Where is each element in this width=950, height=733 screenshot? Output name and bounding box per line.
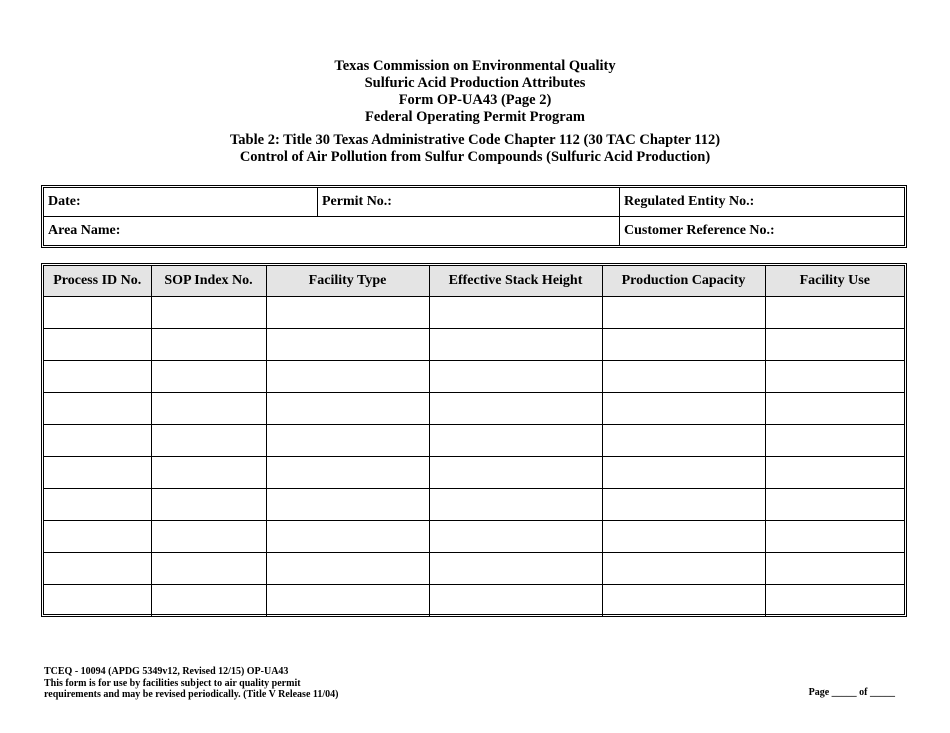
table-row: [44, 425, 904, 457]
table-cell[interactable]: [429, 297, 602, 329]
table-title-line-1: Table 2: Title 30 Texas Administrative Code Chapter 112 (30 TAC Chapter 112): [229, 132, 721, 148]
table-cell[interactable]: [429, 425, 602, 457]
col-facility-use: Facility Use: [765, 266, 904, 297]
table-cell[interactable]: [151, 585, 266, 617]
table-cell[interactable]: [429, 521, 602, 553]
table-row: [44, 393, 904, 425]
footer-form-id: TCEQ - 10094 (APDG 5349v12, Revised 12/15) OP-UA43: [44, 666, 289, 677]
col-process-id: Process ID No.: [44, 266, 151, 297]
table-cell[interactable]: [765, 393, 904, 425]
table-cell[interactable]: [266, 457, 429, 489]
table-cell[interactable]: [44, 457, 151, 489]
table-cell[interactable]: [602, 521, 765, 553]
table-cell[interactable]: [266, 297, 429, 329]
permit-info-box: [41, 185, 907, 248]
page-number: Page _____ of _____: [808, 687, 895, 698]
table-cell[interactable]: [266, 329, 429, 361]
table-cell[interactable]: [151, 457, 266, 489]
table-row: [44, 553, 904, 585]
table-cell[interactable]: [429, 553, 602, 585]
form-footer: [44, 666, 338, 701]
info-row-1: [44, 188, 904, 217]
table-cell[interactable]: [151, 361, 266, 393]
col-effective-stack-height: Effective Stack Height: [429, 266, 602, 297]
table-cell[interactable]: [602, 393, 765, 425]
table-cell[interactable]: [151, 329, 266, 361]
footer-note-1: This form is for use by facilities subject to air quality permit: [44, 677, 301, 689]
header-line-form: Form OP-UA43 (Page 2): [398, 92, 552, 108]
table-cell[interactable]: [602, 585, 765, 617]
table-row: [44, 457, 904, 489]
table-cell[interactable]: [765, 521, 904, 553]
table-cell[interactable]: [44, 361, 151, 393]
table-cell[interactable]: [602, 297, 765, 329]
table-cell[interactable]: [266, 553, 429, 585]
table-row: [44, 329, 904, 361]
table-row: [44, 297, 904, 329]
date-field[interactable]: Date:: [44, 188, 318, 216]
table-cell[interactable]: [602, 425, 765, 457]
table-cell[interactable]: [266, 585, 429, 617]
col-production-capacity: Production Capacity: [602, 266, 765, 297]
table-cell[interactable]: [44, 521, 151, 553]
table-cell[interactable]: [44, 425, 151, 457]
table-cell[interactable]: [151, 553, 266, 585]
table-cell[interactable]: [151, 393, 266, 425]
table-cell[interactable]: [765, 425, 904, 457]
table-cell[interactable]: [765, 329, 904, 361]
table-cell[interactable]: [602, 361, 765, 393]
table-cell[interactable]: [44, 297, 151, 329]
table-cell[interactable]: [429, 361, 602, 393]
table-cell[interactable]: [602, 489, 765, 521]
regulated-entity-field[interactable]: Regulated Entity No.:: [624, 194, 755, 209]
table-cell[interactable]: [602, 329, 765, 361]
info-row-2: [44, 217, 904, 245]
header-line-agency: Texas Commission on Environmental Quality: [334, 58, 616, 74]
form-header: [0, 58, 950, 126]
table-title-line-2: Control of Air Pollution from Sulfur Compounds (Sulfuric Acid Production): [239, 149, 711, 165]
table-cell[interactable]: [765, 585, 904, 617]
table-cell[interactable]: [765, 361, 904, 393]
table-cell[interactable]: [44, 585, 151, 617]
table-cell[interactable]: [765, 553, 904, 585]
table-cell[interactable]: [151, 425, 266, 457]
table-cell[interactable]: [602, 457, 765, 489]
table-cell[interactable]: [44, 393, 151, 425]
header-line-program: Federal Operating Permit Program: [365, 109, 585, 125]
table-cell[interactable]: [429, 393, 602, 425]
table-header-row: [44, 266, 904, 297]
table-cell[interactable]: [429, 585, 602, 617]
table-cell[interactable]: [266, 393, 429, 425]
area-name-field[interactable]: Area Name:: [44, 217, 620, 245]
col-sop-index: SOP Index No.: [151, 266, 266, 297]
table-cell[interactable]: [429, 457, 602, 489]
table-cell[interactable]: [44, 329, 151, 361]
permit-number-field[interactable]: Permit No.:: [318, 188, 620, 216]
table-cell[interactable]: [44, 553, 151, 585]
table-row: [44, 489, 904, 521]
table-cell[interactable]: [151, 489, 266, 521]
header-line-attributes: Sulfuric Acid Production Attributes: [364, 75, 586, 91]
table-row: [44, 585, 904, 617]
table-cell[interactable]: [266, 489, 429, 521]
table-row: [44, 361, 904, 393]
table-cell[interactable]: [765, 457, 904, 489]
table-cell[interactable]: [429, 329, 602, 361]
table-cell[interactable]: [266, 361, 429, 393]
facility-table: [41, 263, 907, 617]
table-cell[interactable]: [266, 521, 429, 553]
table-cell[interactable]: [429, 489, 602, 521]
table-cell[interactable]: [44, 489, 151, 521]
col-facility-type: Facility Type: [266, 266, 429, 297]
table-cell[interactable]: [266, 425, 429, 457]
customer-reference-field[interactable]: Customer Reference No.:: [624, 223, 775, 238]
table-cell[interactable]: [151, 297, 266, 329]
table-title: [0, 132, 950, 166]
table-cell[interactable]: [602, 553, 765, 585]
table-row: [44, 521, 904, 553]
footer-note-2: requirements and may be revised periodically. (Title V Release 11/04): [44, 689, 339, 700]
table-cell[interactable]: [765, 489, 904, 521]
table-cell[interactable]: [765, 297, 904, 329]
table-cell[interactable]: [151, 521, 266, 553]
